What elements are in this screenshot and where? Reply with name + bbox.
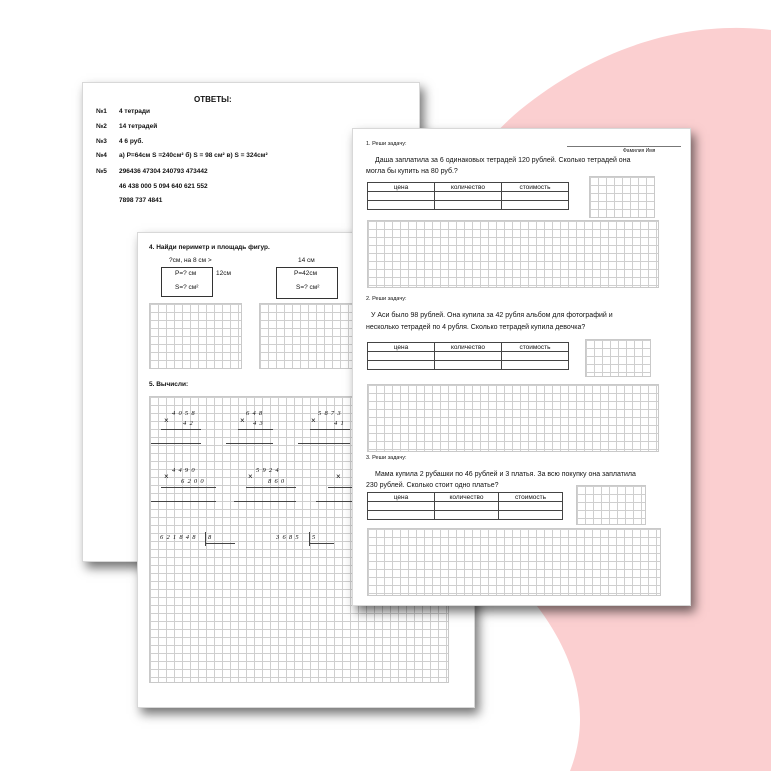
answer-text: 4 6 руб. (119, 138, 144, 145)
mult-3-top: 5873 (318, 410, 344, 417)
mult-3-underline (310, 429, 350, 430)
table-cell[interactable] (368, 511, 435, 520)
figure2-grid (259, 303, 355, 369)
answer-text: 296436 47304 240793 473442 (119, 168, 208, 175)
task3-label: 3. Реши задачу: (366, 455, 407, 461)
table-header-quantity: количество (435, 343, 502, 352)
multiply-sign: × (240, 416, 245, 425)
mult-1-underline (161, 429, 201, 430)
task3-table (367, 492, 563, 520)
multiply-sign: × (248, 472, 253, 481)
answer-text: 14 тетрадей (119, 123, 158, 130)
answer-num: №4 (96, 152, 107, 159)
task1-text-line2: могла бы купить на 80 руб.? (366, 168, 458, 175)
task2-text-line1: У Аси было 98 рублей. Она купила за 42 рубля альбом для фотографий и (371, 312, 613, 319)
mult-1-top: 4058 (172, 410, 198, 417)
div-2-divisor: 5 (312, 534, 319, 541)
mult-4-bottom: 6200 (181, 478, 207, 485)
table-cell[interactable] (368, 361, 435, 370)
div-1-quotient-line (205, 543, 235, 544)
task1-text-line1: Даша заплатила за 6 одинаковых тетрадей 120 рублей. Сколько тетрадей она (375, 157, 631, 164)
multiply-sign: × (336, 472, 341, 481)
task2-text-line2: несколько тетрадей по 4 рубля. Сколько тетрадей купила девочка? (366, 324, 586, 331)
table-cell[interactable] (435, 352, 502, 361)
mult-3-result-line (298, 443, 350, 444)
mult-2-underline (238, 429, 273, 430)
table-header-cost: стоимость (502, 183, 569, 192)
task5-title: 5. Вычисли: (149, 381, 189, 388)
answer-num: №2 (96, 123, 107, 130)
figure1-side-label: 12см (216, 270, 231, 277)
mult-5-underline (246, 487, 296, 488)
table-cell[interactable] (435, 201, 502, 210)
answer-text: 4 тетради (119, 108, 151, 115)
mult-4-underline (161, 487, 216, 488)
answer-num: №5 (96, 168, 107, 175)
table-cell[interactable] (368, 352, 435, 361)
table-cell[interactable] (368, 201, 435, 210)
task3-text-line2: 230 рублей. Сколько стоит одно платье? (366, 482, 499, 489)
name-signature-line (567, 146, 681, 147)
mult-6-result-line (316, 501, 353, 502)
div-2-dividend: 3685 (276, 534, 302, 541)
table-header-quantity: количество (435, 183, 502, 192)
mult-1-result-line (151, 443, 201, 444)
div-1-dividend: 621848 (160, 534, 199, 541)
task4-title: 4. Найди периметр и площадь фигур. (149, 244, 270, 251)
tasks-page (352, 128, 691, 606)
multiply-sign: × (164, 416, 169, 425)
task3-solution-grid (367, 528, 661, 596)
mult-3-bottom: 41 (334, 420, 347, 427)
div-1-divisor: 8 (208, 534, 215, 541)
figure1-grid (149, 303, 242, 369)
multiply-sign: × (311, 416, 316, 425)
figure1-perimeter: Р=? см (175, 270, 197, 277)
mult-5-top: 5924 (256, 467, 282, 474)
table-header-price: цена (368, 183, 435, 192)
answer-num: №1 (96, 108, 107, 115)
answers-title: ОТВЕТЫ: (194, 95, 232, 104)
answer-text: а) Р=64см S =240см² б) S = 98 см² в) S = 324см² (119, 152, 268, 159)
table-cell[interactable] (502, 201, 569, 210)
table-cell[interactable] (502, 192, 569, 201)
mult-2-top: 648 (246, 410, 266, 417)
figure1-area: S=? см² (175, 284, 199, 291)
task2-solution-grid (367, 384, 659, 452)
task3-small-grid (576, 485, 646, 525)
table-cell[interactable] (435, 361, 502, 370)
task1-label: 1. Реши задачу: (366, 141, 407, 147)
figure1-top-label: ?см, на 8 см > (169, 257, 212, 264)
answer-text: 7898 737 4841 (119, 197, 163, 204)
mult-4-top: 4490 (172, 467, 198, 474)
task2-label: 2. Реши задачу: (366, 296, 407, 302)
task1-small-grid (589, 176, 655, 218)
task1-table (367, 182, 569, 210)
table-cell[interactable] (435, 502, 499, 511)
table-header-cost: стоимость (499, 493, 563, 502)
mult-6-underline (328, 487, 353, 488)
table-cell[interactable] (502, 361, 569, 370)
table-cell[interactable] (368, 192, 435, 201)
table-cell[interactable] (435, 192, 502, 201)
task1-solution-grid (367, 220, 659, 288)
task2-table (367, 342, 569, 370)
mult-5-result-line (234, 501, 296, 502)
table-cell[interactable] (499, 502, 563, 511)
mult-4-result-line (151, 501, 216, 502)
task2-small-grid (585, 339, 651, 377)
table-cell[interactable] (499, 511, 563, 520)
header-name-label: Фамилия Имя (623, 148, 656, 154)
mult-5-bottom: 860 (268, 478, 288, 485)
table-header-cost: стоимость (502, 343, 569, 352)
figure2-area: S=? см² (296, 284, 320, 291)
answer-text: 46 438 000 5 094 640 621 552 (119, 183, 208, 190)
mult-2-bottom: 43 (253, 420, 266, 427)
multiply-sign: × (164, 472, 169, 481)
figure2-top-label: 14 см (298, 257, 315, 264)
table-header-quantity: количество (435, 493, 499, 502)
mult-2-result-line (226, 443, 273, 444)
task3-text-line1: Мама купила 2 рубашки по 46 рублей и 3 платья. За всю покупку она заплатила (375, 471, 636, 478)
mult-1-bottom: 42 (183, 420, 196, 427)
table-cell[interactable] (368, 502, 435, 511)
div-2-quotient-line (309, 543, 334, 544)
table-header-price: цена (368, 343, 435, 352)
answer-num: №3 (96, 138, 107, 145)
figure2-perimeter: Р=42см (294, 270, 318, 277)
table-cell[interactable] (502, 352, 569, 361)
table-header-price: цена (368, 493, 435, 502)
table-cell[interactable] (435, 511, 499, 520)
